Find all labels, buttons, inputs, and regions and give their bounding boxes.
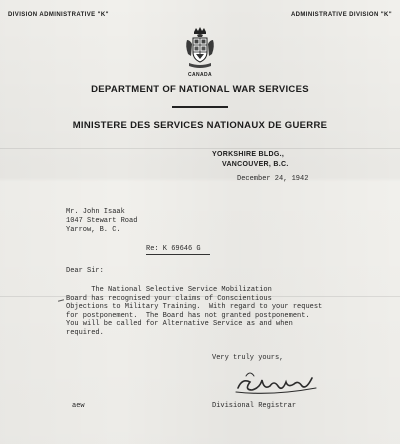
title-divider xyxy=(172,106,228,108)
margin-mark xyxy=(58,299,64,302)
coat-of-arms-icon xyxy=(184,26,216,70)
division-label-left: DIVISION ADMINISTRATIVE "K" xyxy=(8,12,109,18)
letter-date: December 24, 1942 xyxy=(237,175,309,183)
recipient-name: Mr. John Isaak xyxy=(66,208,125,216)
handwritten-signature xyxy=(232,364,322,400)
paper-fold-line xyxy=(0,148,400,149)
ministry-title: MINISTERE DES SERVICES NATIONAUX DE GUERRE xyxy=(72,120,328,131)
division-label-right: ADMINISTRATIVE DIVISION "K" xyxy=(290,12,392,18)
body-line: The National Selective Service Mobilization xyxy=(66,286,272,294)
reference-underline xyxy=(146,254,210,255)
address-building: YORKSHIRE BLDG., xyxy=(212,151,285,158)
address-city: VANCOUVER, B.C. xyxy=(222,161,289,168)
body-line: You will be called for Alternative Service as and when xyxy=(66,320,293,328)
reference-number: Re: K 69646 G xyxy=(146,245,201,253)
body-line: for postponement. The Board has not granted postponement. xyxy=(66,311,310,320)
typist-initials: aew xyxy=(72,402,85,410)
closing-line: Very truly yours, xyxy=(212,354,284,362)
department-title: DEPARTMENT OF NATIONAL WAR SERVICES xyxy=(91,84,309,95)
body-line: Board has recognised your claims of Conscientious xyxy=(66,294,272,303)
body-line: required. xyxy=(66,328,104,337)
salutation: Dear Sir: xyxy=(66,267,104,275)
letter-body xyxy=(66,286,366,337)
body-line: Objections to Military Training. With regard to your request xyxy=(66,303,323,311)
signatory-title: Divisional Registrar xyxy=(212,402,297,410)
recipient-street: 1047 Stewart Road xyxy=(66,217,138,225)
country-label: CANADA xyxy=(187,72,213,78)
recipient-city: Yarrow, B. C. xyxy=(66,226,121,234)
